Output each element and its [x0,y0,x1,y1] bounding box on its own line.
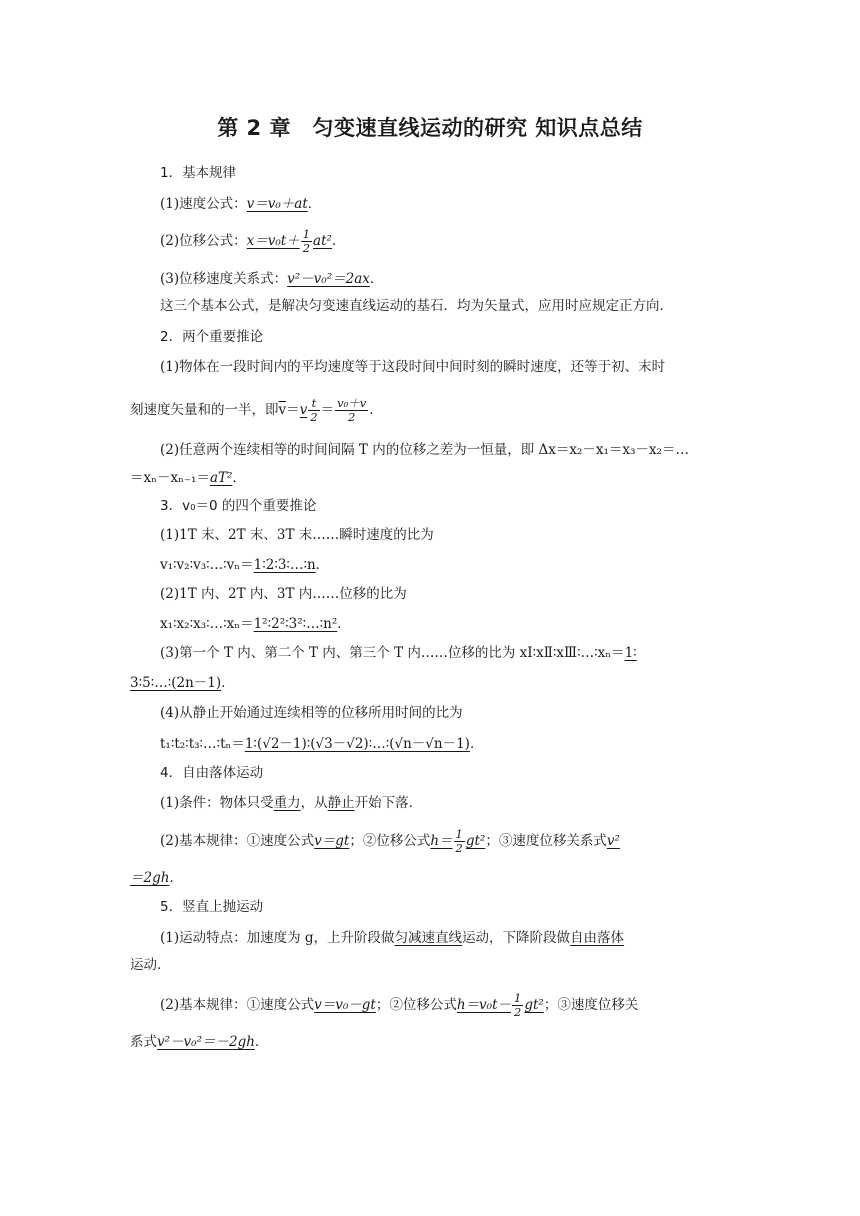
displacement-ratio-answer: 1²∶2²∶3²∶…∶n² [253,616,338,632]
vertical-throw-fall-answer: 自由落体 [570,930,625,946]
free-fall-law-line-2: ＝2gh． [130,870,183,886]
vertical-throw-law-line-2: 系式v²－v₀²＝－2gh． [130,1034,269,1050]
vertical-throw-displacement-answer: h＝v₀t－ $\frac{1}{2}$ gt² [456,991,544,1019]
section-2-heading: 2．两个重要推论 [160,329,264,345]
successive-displacement-answer-part-2: 3∶5∶…∶(2n－1) [130,675,222,691]
free-fall-displacement-answer: h＝ $\frac{1}{2}$ gt² [430,827,486,855]
velocity-ratio-line: v₁∶v₂∶v₃∶…∶vₙ＝1∶2∶3∶…∶n． [160,557,330,573]
section-1-heading: 1．基本规律 [160,165,237,181]
page-title: 第 2 章 匀变速直线运动的研究 知识点总结 [217,116,643,140]
equal-displacement-time-answer: 1∶(√2－1)∶(√3－√2)∶…∶(√n－√n－1) [244,736,470,752]
average-velocity-symbol: $\overline{v}$ [278,402,287,418]
free-fall-velocity-answer: v＝gt [314,833,350,849]
section-1-note: 这三个基本公式，是解决匀变速直线运动的基石．均为矢量式，应用时应规定正方向． [160,298,673,314]
section-3-heading: 3．v₀＝0 的四个重要推论 [160,498,317,514]
displacement-difference-formula-line: ＝xₙ－xₙ₋₁＝aT²． [130,470,246,486]
free-fall-relation-answer-part-2: ＝2gh [130,870,170,886]
free-fall-condition-line: (1)条件：物体只受重力，从静止开始下落． [160,795,423,811]
successive-displacement-line: (3)第一个 T 内、第二个 T 内、第三个 T 内……位移的比为 xⅠ∶xⅡ∶xⅢ∶…∶xₙ＝1∶ [160,645,637,661]
displacement-difference-answer: aT² [209,470,233,486]
free-fall-law-line: (2)基本规律：①速度公式v＝gt；②位移公式h＝ $\frac{1}{2}$ gt²；③速度位移关系式v² [160,827,620,855]
average-velocity-formula-line: 刻速度矢量和的一半，即$\overline{v}=v$ $\frac{t}{2}$ ＝ $\frac{\text{v₀＋v}}{2}$ ． [130,396,383,424]
successive-displacement-answer-part-1: 1∶ [624,645,637,661]
velocity-ratio-text: (1)1T 末、2T 末、3T 末……瞬时速度的比为 [160,527,434,543]
displacement-ratio-line: x₁∶x₂∶x₃∶…∶xₙ＝1²∶2²∶3²∶…∶n²． [160,616,351,632]
displacement-ratio-text: (2)1T 内、2T 内、3T 内……位移的比为 [160,586,407,602]
vertical-throw-feature-line-2: 运动． [130,957,171,973]
vertical-throw-relation-answer: v²－v₀²＝－2gh [157,1034,255,1050]
section-5-heading: 5．竖直上抛运动 [160,899,264,915]
free-fall-answer-rest: 静止 [327,795,355,811]
average-velocity-answer-2: $\frac{\text{v₀＋v}}{2}$ [337,396,367,424]
average-velocity-answer-1: v $\frac{t}{2}$ [299,396,318,424]
displacement-formula-answer: x＝v₀t＋ $\frac{1}{2}$ at² [246,227,332,255]
vertical-throw-law-line: (2)基本规律：①速度公式v＝v₀－gt；②位移公式h＝v₀t－ $\frac{1}{2}$ gt²；③速度位移关 [160,991,639,1019]
vertical-throw-feature-line: (1)运动特点：加速度为 g，上升阶段做匀减速直线运动，下降阶段做自由落体 [160,930,625,946]
successive-displacement-line-2: 3∶5∶…∶(2n－1)． [130,675,235,691]
displacement-formula-line: (2)位移公式：x＝v₀t＋ $\frac{1}{2}$ at²． [160,227,346,255]
free-fall-relation-answer-part-1: v² [606,833,620,849]
fraction-half: $\frac{1}{2}$ [302,227,311,255]
vertical-throw-rise-answer: 匀减速直线 [394,930,463,946]
section-4-heading: 4．自由落体运动 [160,765,264,781]
velocity-displacement-answer: v²－v₀²＝2ax [287,271,370,287]
displacement-difference-text: (2)任意两个连续相等的时间间隔 T 内的位移之差为一恒量，即 Δx＝x₂－x₁＝x₃－x₂＝… [160,442,689,458]
vertical-throw-velocity-answer: v＝v₀－gt [314,997,376,1013]
equal-displacement-time-line: t₁∶t₂∶t₃∶…∶tₙ＝1∶(√2－1)∶(√3－√2)∶…∶(√n－√n－1)． [160,736,484,752]
average-velocity-text: (1)物体在一段时间内的平均速度等于这段时间中间时刻的瞬时速度，还等于初、末时 [160,359,666,375]
equal-displacement-time-text: (4)从静止开始通过连续相等的位移所用时间的比为 [160,705,463,721]
velocity-ratio-answer: 1∶2∶3∶…∶n [253,557,316,573]
velocity-formula-line: (1)速度公式：v＝v₀＋at． [160,196,322,212]
free-fall-answer-gravity: 重力 [273,795,301,811]
velocity-displacement-line: (3)位移速度关系式：v²－v₀²＝2ax． [160,271,384,287]
velocity-formula-answer: v＝v₀＋at [246,196,308,212]
